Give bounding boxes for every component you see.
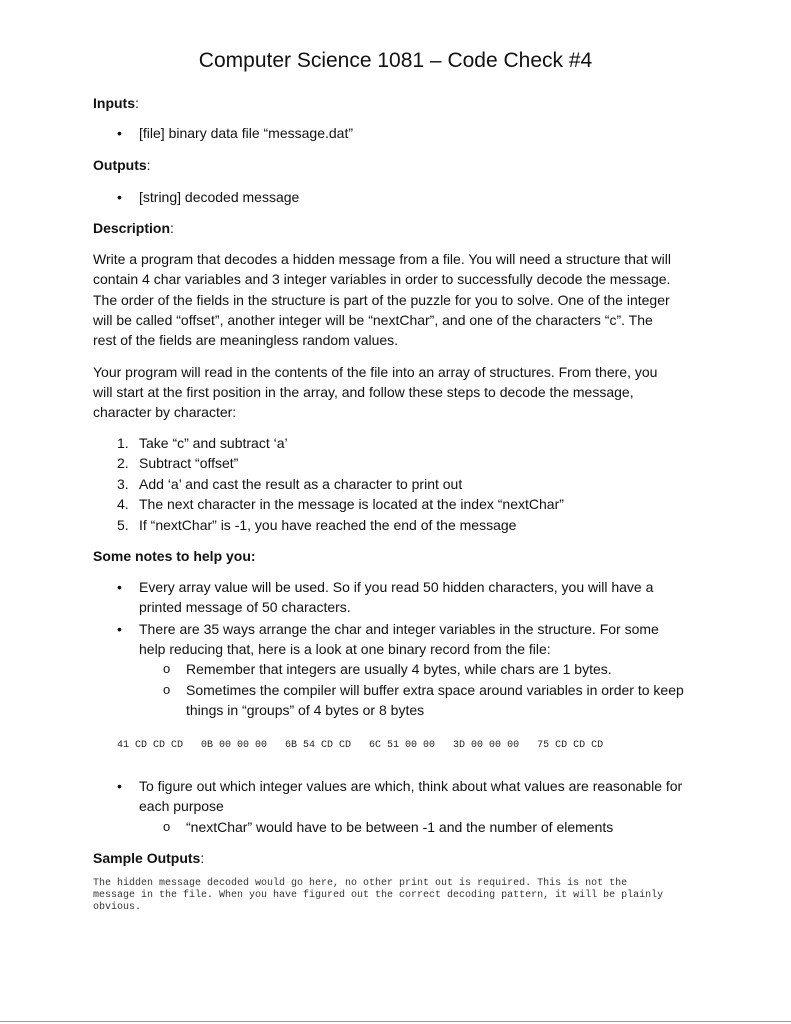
- sub-note-line: Sometimes the compiler will buffer extra space around variables in order to keep: [186, 682, 684, 698]
- description-line: The order of the fields in the structure is part of the puzzle for you to solve. One of the integer: [93, 292, 670, 308]
- outputs-item: [string] decoded message: [139, 189, 300, 205]
- description-line: will be called “offset”, another integer will be “nextChar”, and one of the characters “c”. The: [93, 312, 653, 328]
- description-line: rest of the fields are meaningless random values.: [93, 332, 399, 348]
- note-line: printed message of 50 characters.: [139, 599, 351, 615]
- document-title: Computer Science 1081 – Code Check #4: [198, 49, 593, 72]
- description-line: Your program will read in the contents of the file into an array of structures. From there, you: [93, 364, 658, 380]
- step-text: If “nextChar” is -1, you have reached the end of the message: [139, 517, 517, 533]
- bullet-icon: •: [117, 125, 122, 141]
- note-line: help reducing that, here is a look at one binary record from the file:: [139, 641, 551, 657]
- bullet-icon: •: [117, 579, 122, 595]
- description-line: Write a program that decodes a hidden message from a file. You will need a structure that will: [93, 251, 671, 267]
- step-text: Subtract “offset”: [139, 455, 239, 471]
- outputs-heading-label: Outputs: [93, 157, 147, 173]
- sample-heading-colon: :: [200, 850, 205, 866]
- outputs-heading: [93, 155, 151, 175]
- note-line: To figure out which integer values are which, think about what values are reasonable for: [139, 778, 683, 794]
- bullet-icon: •: [117, 778, 122, 794]
- inputs-heading-label: Inputs: [93, 95, 135, 111]
- step-number: 4.: [117, 496, 129, 512]
- note-line: each purpose: [139, 798, 224, 814]
- description-heading-label: Description: [93, 220, 171, 236]
- step-number: 2.: [117, 455, 129, 471]
- step-number: 5.: [117, 517, 129, 533]
- hex-record: 41 CD CD CD 0B 00 00 00 6B 54 CD CD 6C 51 00 00 3D 00 00 00 75 CD CD CD: [117, 740, 604, 751]
- note-line: Every array value will be used. So if you read 50 hidden characters, you will have a: [139, 579, 654, 595]
- step-text: Take “c” and subtract ‘a’: [139, 435, 288, 451]
- step-number: 1.: [117, 435, 129, 451]
- inputs-item: [file] binary data file “message.dat”: [139, 125, 353, 141]
- sub-note-line: Remember that integers are usually 4 bytes, while chars are 1 bytes.: [186, 661, 612, 677]
- sample-line: obvious.: [93, 902, 142, 913]
- sub-bullet-icon: o: [163, 682, 171, 697]
- description-line: character by character:: [93, 404, 237, 420]
- outputs-heading-colon: :: [146, 157, 151, 173]
- bullet-icon: •: [117, 621, 122, 637]
- notes-heading-label: Some notes to help you:: [93, 548, 256, 564]
- sub-note-line: “nextChar” would have to be between -1 and the number of elements: [186, 819, 614, 835]
- bullet-icon: •: [117, 189, 122, 205]
- step-number: 3.: [117, 476, 129, 492]
- sample-heading-label: Sample Outputs: [93, 850, 201, 866]
- inputs-heading: [93, 93, 139, 113]
- step-text: Add ‘a’ and cast the result as a character to print out: [139, 476, 463, 492]
- sample-heading: [93, 848, 204, 868]
- sample-line: The hidden message decoded would go here, no other print out is required. This is not the: [93, 878, 628, 889]
- inputs-heading-colon: :: [135, 95, 139, 111]
- description-heading-colon: :: [170, 220, 174, 236]
- sub-note-line: things in “groups” of 4 bytes or 8 bytes: [186, 702, 425, 718]
- step-text: The next character in the message is located at the index “nextChar”: [139, 496, 564, 512]
- sub-bullet-icon: o: [163, 819, 171, 834]
- sample-line: message in the file. When you have figured out the correct decoding pattern, it will be plainly: [93, 890, 664, 901]
- description-line: contain 4 char variables and 3 integer variables in order to successfully decode the message.: [93, 271, 671, 287]
- description-heading: [93, 218, 174, 238]
- page-bottom-divider: [0, 1021, 791, 1022]
- notes-heading: [93, 546, 256, 566]
- description-line: will start at the first position in the array, and follow these steps to decode the message,: [93, 384, 634, 400]
- sub-bullet-icon: o: [163, 661, 171, 676]
- note-line: There are 35 ways arrange the char and integer variables in the structure. For some: [139, 621, 659, 637]
